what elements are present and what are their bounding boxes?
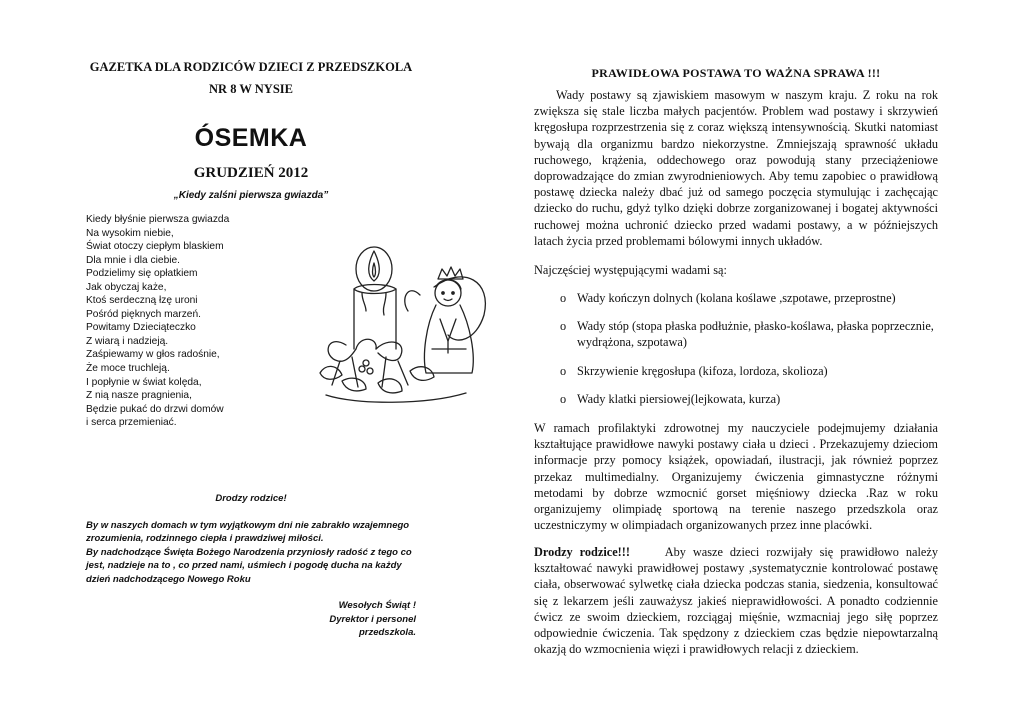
list-item <box>560 363 940 379</box>
defects-list-heading: Najczęściej występującymi wadami są: <box>534 263 727 277</box>
poem-line: Powitamy Dzieciąteczko <box>86 322 196 334</box>
parents-heading: Drodzy rodzice!!! <box>534 545 630 559</box>
poem <box>86 213 229 430</box>
greeting-line: jest, nadzieje na to , co przed nami, uśmiech i pogodę ducha na każdy <box>86 560 402 571</box>
list-item-text: Wady klatki piersiowej(lejkowata, kurza) <box>577 392 781 406</box>
list-item-text: Wady stóp (stopa płaska podłużnie, płasko-koślawa, płaska poprzecznie, wydrążona, szpotawa) <box>577 319 934 350</box>
poem-line: Na wysokim niebie, <box>86 227 174 239</box>
newsletter-number: NR 8 W NYSIE <box>209 82 293 96</box>
poem-line: Jak obyczaj każe, <box>86 281 167 293</box>
poem-line: Kiedy błyśnie pierwsza gwiazda <box>86 214 230 225</box>
candle-and-angel-icon <box>316 245 492 405</box>
bullet: o <box>560 392 567 406</box>
parents-paragraph <box>534 544 938 657</box>
signature-line: Wesołych Świąt ! <box>338 600 416 611</box>
poem-line: Będzie pukać do drzwi domów <box>86 403 224 415</box>
bullet: o <box>560 364 567 378</box>
poem-line: Świat otoczy ciepłym blaskiem <box>86 241 224 253</box>
list-item <box>560 318 940 350</box>
prevention-paragraph: W ramach profilaktyki zdrowotnej my nauczyciele podejmujemy działania kształtujące prawidłowe nawyki postawy ciała u dzieci . Przekazujemy dzieciom informacje przy pomocy książek, opowiadań, ilustracji, jak również poprzez przekaz multimedialny. Organizujemy ćwiczenia gimnastyczne różnymi metodami by dobrze wzmocnić gorset mięśniowy dziecka .Raz w roku organizujemy olimpiadę sportową na terenie naszego przedszkola oraz uczestniczymy w olimpiadach organizowanych przez inne placówki. <box>534 421 938 533</box>
newsletter-brand: ÓSEMKA <box>194 124 308 152</box>
newsletter-title: GAZETKA DLA RODZICÓW DZIECI Z PRZEDSZKOLA <box>89 60 413 74</box>
greeting-line: zrozumienia, rodzinnego ciepła i prawdziwej miłości. <box>86 533 324 544</box>
poem-line: Dla mnie i dla ciebie. <box>86 254 180 266</box>
bullet: o <box>560 319 567 333</box>
greeting-heading: Drodzy rodzice! <box>215 493 287 504</box>
poem-line: I popłynie w świat kolęda, <box>86 376 202 388</box>
signature-line: przedszkola. <box>358 627 416 638</box>
poem-line: Pośród pięknych marzeń. <box>86 308 201 320</box>
article-intro: Wady postawy są zjawiskiem masowym w naszym kraju. Z roku na rok zwiększa się stale liczba małych pacjentów. Problem wad postawy i skrzywień kręgosłupa rozprzestrzenia się z coraz większą intensywnością. Skutki natomiast bywają dla organizmu bardzo niekorzystne. Zmniejszają sprawność układu ruchowego, krążenia, oddechowego oraz powodują stany przeciążeniowe doprowadzające do zmian zwyrodnieniowych. Aby temu zapobiec o prawidłową postawę dziecka należy dbać już od samego poczęcia stymulując i zachęcając dziecko do ruchu, gdyż tylko dzięki dobrze zorganizowanej i bogatej aktywności ruchowej można uchronić dziecko przed wadami postawy, a w późniejszych latach życia przed problemami bólowymi innych układów. <box>534 88 938 248</box>
newsletter-date: GRUDZIEŃ 2012 <box>193 165 309 181</box>
poem-line: Z wiarą i nadzieją. <box>86 335 169 347</box>
poem-title: „Kiedy zalśni pierwsza gwiazda” <box>173 190 329 201</box>
list-item <box>560 391 940 407</box>
greeting-line: By nadchodzące Święta Bożego Narodzenia przyniosły radość z tego co <box>86 547 412 558</box>
article-title: PRAWIDŁOWA POSTAWA TO WAŻNA SPRAWA !!! <box>591 66 881 80</box>
greeting-line: dzień nadchodzącego Nowego Roku <box>86 574 251 585</box>
parents-text: Aby wasze dzieci rozwijały się prawidłowo należy kształtować nawyki prawidłowej postawy ,systematycznie kontrolować postawę ciała, obserwować sylwetkę ciała dziecka podczas stania, siedzenia, konsultować się z lekarzem jeśli zauważysz jakieś nieprawidłowości. A ponadto codziennie ćwicz ze swoim dzieckiem, rozciągaj mięśnie, wzmacniaj jego siłę poprzez odpowiednie ćwiczenia. Tak spędzony z dzieckiem czas będzie niepowtarzalną okazją do wzmocnienia więzi i prawidłowych relacji z dzieckiem. <box>534 545 938 657</box>
poem-line: Że moce truchleją. <box>86 363 170 375</box>
poem-line: i serca przemieniać. <box>86 417 177 429</box>
greeting-line: By w naszych domach w tym wyjątkowym dni nie zabrakło wzajemnego <box>86 520 410 531</box>
list-item-text: Wady kończyn dolnych (kolana koślawe ,szpotawe, przeprostne) <box>577 291 896 305</box>
list-item-text: Skrzywienie kręgosłupa (kifoza, lordoza, skolioza) <box>577 364 828 378</box>
poem-line: Z nią nasze pragnienia, <box>86 390 192 402</box>
bullet: o <box>560 291 567 305</box>
signature-line: Dyrektor i personel <box>329 614 416 625</box>
poem-line: Zaśpiewamy w głos radośnie, <box>86 349 220 361</box>
poem-line: Podzielimy się opłatkiem <box>86 268 198 280</box>
list-item <box>560 290 940 306</box>
poem-line: Ktoś serdeczną łzę uroni <box>86 295 198 307</box>
